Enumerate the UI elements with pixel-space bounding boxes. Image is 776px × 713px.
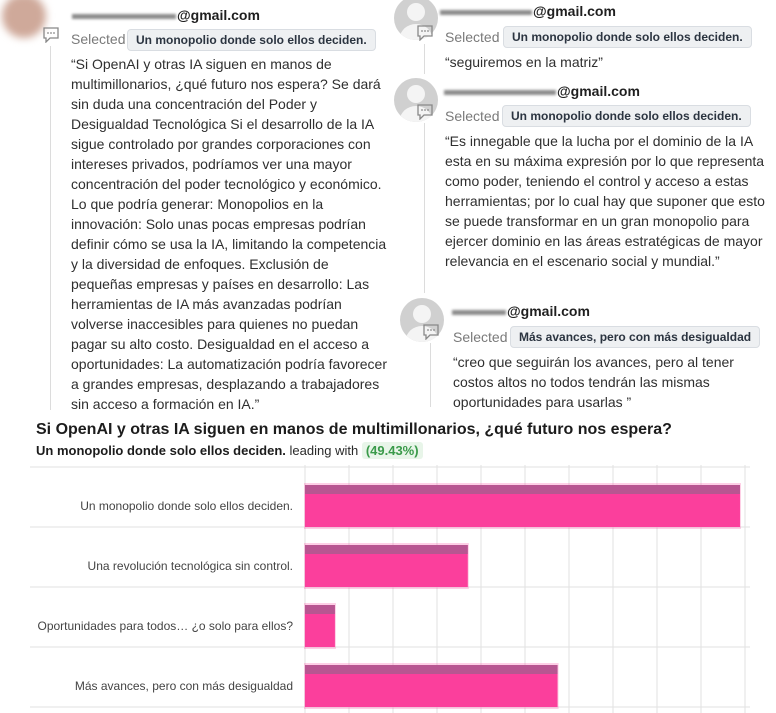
category-label: Un monopolio donde solo ellos deciden. — [80, 499, 293, 513]
poll-results-chart — [0, 465, 776, 713]
selected-label: Selected — [445, 108, 500, 124]
category-label: Oportunidades para todos… ¿o solo para ellos? — [37, 619, 293, 633]
user-email: @gmail.com — [444, 83, 640, 99]
comment-icon — [416, 104, 434, 120]
thread-line — [424, 44, 425, 74]
leading-with-label: leading with — [289, 443, 359, 458]
avatar — [2, 0, 46, 38]
thread-line — [424, 123, 425, 293]
selected-label: Selected — [71, 31, 126, 47]
bar-top-edge — [305, 665, 558, 674]
comment-icon — [422, 324, 440, 340]
selected-option-badge: Un monopolio donde solo ellos deciden. — [127, 29, 376, 51]
user-email: @gmail.com — [452, 303, 590, 319]
category-label: Más avances, pero con más desigualdad — [74, 679, 293, 693]
thread-line — [430, 343, 431, 407]
comment-text: “creo que seguirán los avances, pero al tener costos altos no todos tendrán las mismas oportunidades para usarlas ” — [453, 354, 734, 410]
comment-text: “Si OpenAI y otras IA siguen en manos de multimillonarios, ¿qué futuro nos espera? Se dará sin duda una concentración del Poder y Desigualdad Tecnológica Si el desarrollo de la IA sigue controlado por grandes corporaciones con intereses privados, podríamos ver una mayor concentración del poder tecnológico y económico. Lo que podría generar: Monopolios en la innovación: Solo unas pocas empresas podrían definir cómo se usa la IA, limitando la competencia y la diversidad de enfoques. Exclusión de pequeñas empresas y países en desarrollo: Las herramientas de IA más avanzadas podrían volverse inaccesibles para quienes no puedan pagar su alto costo. Desigualdad en el acceso a oportunidades: La automatización podría favorecer a grandes empresas, desplazando a trabajadores sin acceso a formación en IA.” — [71, 56, 387, 412]
comment-icon — [42, 27, 60, 43]
user-email: @gmail.com — [72, 7, 260, 23]
selected-option-badge: Un monopolio donde solo ellos deciden. — [502, 105, 751, 127]
leader-option: Un monopolio donde solo ellos deciden. — [36, 443, 286, 458]
poll-question: Si OpenAI y otras IA siguen en manos de multimillonarios, ¿qué futuro nos espera? — [36, 421, 672, 438]
user-email: @gmail.com — [440, 3, 616, 19]
selected-option-badge: Más avances, pero con más desigualdad — [510, 326, 760, 348]
comment-icon — [416, 25, 434, 41]
bar-top-edge — [305, 545, 468, 554]
poll-leader-summary — [36, 443, 423, 458]
bar-top-edge — [305, 605, 335, 614]
category-label: Una revolución tecnológica sin control. — [87, 559, 293, 573]
leader-percent: (49.43%) — [362, 442, 423, 459]
selected-option-badge: Un monopolio donde solo ellos deciden. — [503, 26, 752, 48]
thread-line — [50, 46, 51, 410]
comment-text: “Es innegable que la lucha por el dominio de la IA esta en su máxima expresión por lo que representa como poder, teniendo el control y acceso a estas herramientas; por lo cual hay que suponer que esto se puede transformar en un gran monopolio para ejercer dominio en las áreas estratégicas de mayor relevancia en el escenario social y mundial.” — [445, 133, 765, 269]
selected-label: Selected — [453, 329, 508, 345]
comment-text: “seguiremos en la matriz” — [445, 54, 603, 70]
bar-top-edge — [305, 485, 740, 494]
selected-label: Selected — [445, 29, 500, 45]
